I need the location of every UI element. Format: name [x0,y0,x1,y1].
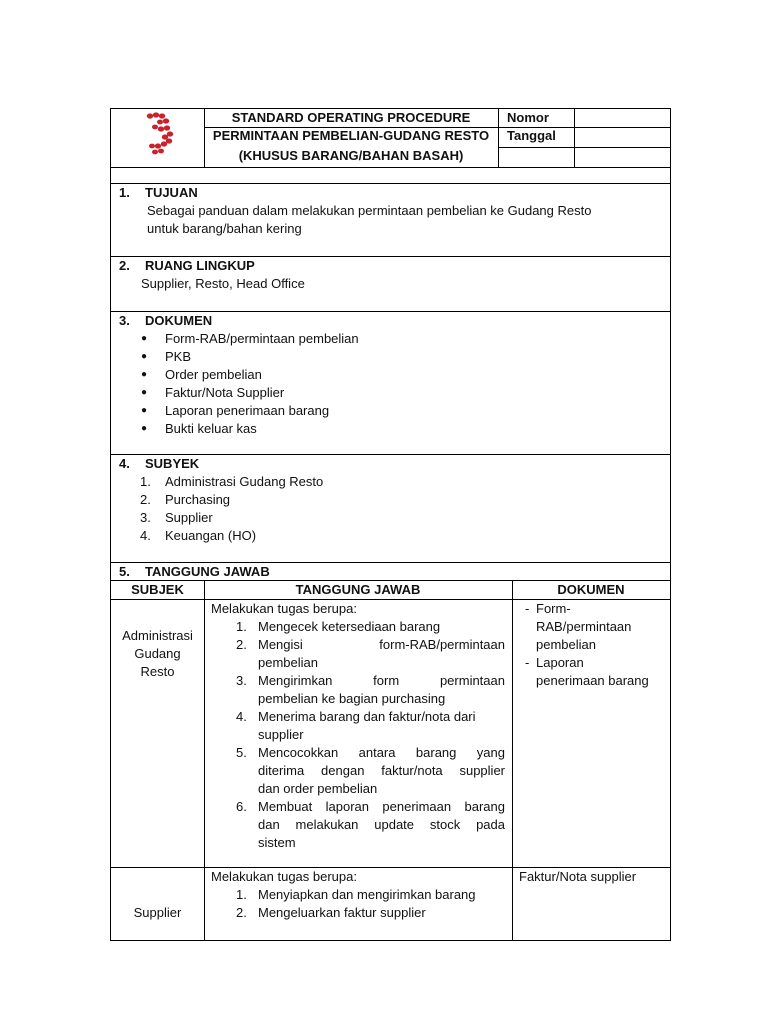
section-text: untuk barang/bahan kering [147,221,302,236]
list-item: Supplier [165,510,213,525]
task-text: Menerima barang dan faktur/nota dari [258,709,476,724]
task-text: Menyiapkan dan mengirimkan barang [258,887,476,902]
bullet: ● [141,405,148,416]
task-text: Mengeluarkan faktur supplier [258,905,426,920]
task-number: 2. [236,637,247,652]
section-title: RUANG LINGKUP [145,258,255,273]
sop-document [110,108,671,941]
list-item: Order pembelian [165,367,262,382]
task-number: 5. [236,745,247,760]
section-dokumen [111,311,670,454]
list-number: 1. [140,474,151,489]
list-item: Form-RAB/permintaan pembelian [165,331,359,346]
section-title: TUJUAN [145,185,198,200]
bullet: ● [141,387,148,398]
section-subyek [111,454,670,562]
list-item: Faktur/Nota Supplier [165,385,285,400]
task-text: pembelian ke bagian purchasing [258,691,446,706]
subjek-cell: Administrasi [122,628,193,643]
section-text: Supplier, Resto, Head Office [141,276,305,291]
table-row [111,599,670,861]
document-item: penerimaan barang [536,673,649,688]
list-item: PKB [165,349,192,364]
bullet: ● [141,351,148,362]
section-number: 4. [119,456,130,471]
section-title: SUBYEK [145,456,200,471]
company-logo [141,111,181,165]
divider [574,109,575,167]
subjek-cell: Supplier [133,905,182,920]
task-text: Mengecek ketersediaan barang [258,619,441,634]
table-row [111,867,670,940]
task-number: 6. [236,799,247,814]
list-item: Bukti keluar kas [165,421,257,436]
section-number: 3. [119,313,130,328]
subjek-cell: Resto [140,664,175,679]
document-item: RAB/permintaan [536,619,632,634]
dash: - [525,601,530,616]
bullet: ● [141,333,148,344]
task-number: 3. [236,673,247,688]
document-item: pembelian [536,637,596,652]
section-ruang-lingkup [111,256,670,311]
divider [498,109,499,167]
task-text: diterima dengan faktur/nota supplier [258,763,505,778]
task-text: dan melakukan update stock pada [258,817,505,832]
list-item: Purchasing [165,492,231,507]
list-item: Laporan penerimaan barang [165,403,330,418]
section-title: DOKUMEN [145,313,213,328]
task-number: 4. [236,709,247,724]
task-text: pembelian [258,655,318,670]
task-text: dan order pembelian [258,781,378,796]
section-number: 1. [119,185,130,200]
task-text: Mencocokkan antara barang yang [258,745,505,760]
document-item: Faktur/Nota supplier [519,869,637,884]
task-number: 2. [236,905,247,920]
list-number: 4. [140,528,151,543]
section-tujuan [111,183,670,257]
doc-title: STANDARD OPERATING PROCEDURE [231,110,471,125]
task-text: supplier [258,727,304,742]
list-item: Administrasi Gudang Resto [165,474,324,489]
section-text: Sebagai panduan dalam melakukan permintaan pembelian ke Gudang Resto [147,203,592,218]
task-intro: Melakukan tugas berupa: [211,869,357,884]
dash: - [525,655,530,670]
section-number: 5. [119,564,130,579]
task-text: sistem [258,835,296,850]
doc-subtitle-2: (KHUSUS BARANG/BAHAN BASAH) [238,148,464,163]
task-text: Mengirimkan form permintaan [258,673,505,688]
list-item: Keuangan (HO) [165,528,257,543]
document-item: Form- [536,601,571,616]
list-number: 2. [140,492,151,507]
doc-subtitle: PERMINTAAN PEMBELIAN-GUDANG RESTO [212,128,490,143]
task-number: 1. [236,619,247,634]
nomor-label: Nomor [507,110,549,125]
column-header-dokumen: DOKUMEN [557,582,625,597]
tanggal-label: Tanggal [507,128,556,143]
column-header-subjek: SUBJEK [131,582,184,597]
task-text: Membuat laporan penerimaan barang [258,799,505,814]
bullet: ● [141,423,148,434]
subjek-cell: Gudang [134,646,181,661]
list-number: 3. [140,510,151,525]
section-number: 2. [119,258,130,273]
task-text: Mengisi form-RAB/permintaan [258,637,505,652]
logo-icon [141,111,181,165]
document-item: Laporan [536,655,584,670]
divider [498,147,670,148]
bullet: ● [141,369,148,380]
section-title: TANGGUNG JAWAB [145,564,270,579]
divider [111,167,670,168]
column-header-tanggung-jawab: TANGGUNG JAWAB [295,582,421,597]
task-intro: Melakukan tugas berupa: [211,601,357,616]
task-number: 1. [236,887,247,902]
